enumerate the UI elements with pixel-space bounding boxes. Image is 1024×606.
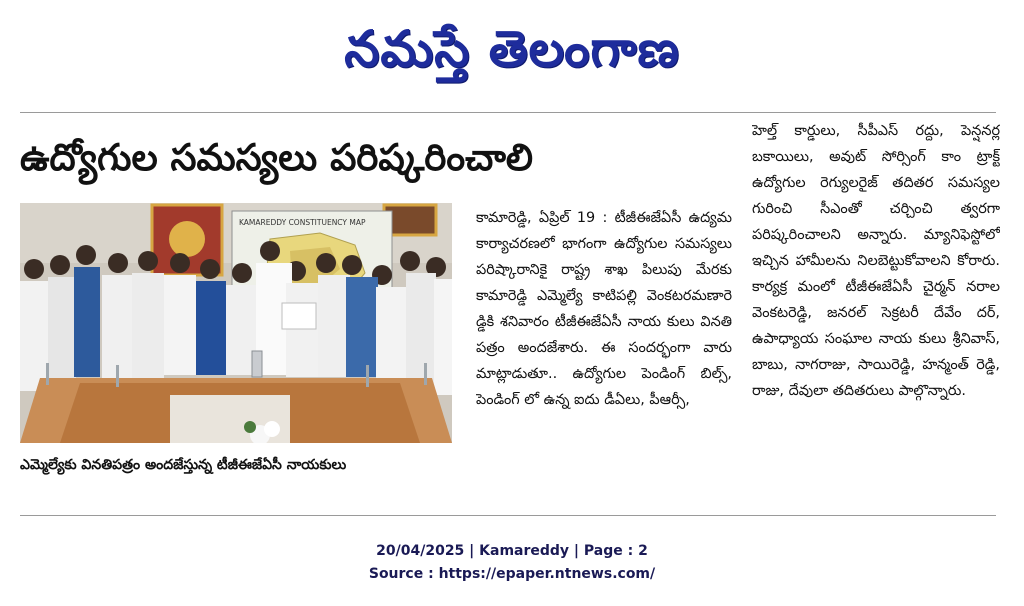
newspaper-logo: నమస్తే తెలంగాణ <box>344 19 680 78</box>
footer-date-edition: 20/04/2025 | Kamareddy | Page : 2 <box>376 543 648 559</box>
article-headline: ఉద్యోగుల సమస్యలు పరిష్కరించాలి <box>20 136 534 179</box>
article-photo <box>20 203 452 443</box>
map-sign-text: KAMAREDDY CONSTITUENCY MAP <box>239 218 366 227</box>
bottom-divider <box>20 515 996 516</box>
top-divider <box>20 112 996 113</box>
article-body-column-2: హెల్త్ కార్డులు, సీపీఎస్ రద్దు, పెన్షనర్ల బకాయిలు, అవుట్ సోర్సింగ్ కాం ట్రాక్ట్ ఉద్యోగుల రెగ్యులరైజ్ తదితర సమస్యల గురించి సీఎంతో చర్చించి త్వరగా పరిష్కరించాలని అన్నారు. మ్యానిఫెస్టోలో ఇచ్చిన హామీలను నిలబెట్టుకోవాలని కోరారు. కార్యక్ర మంలో టీజీఈజేఏసీ చైర్మన్ నరాల వెంకటరెడ్డి, జనరల్ సెక్రటరీ దేవేం దర్, ఉపాధ్యాయ సంఘాల నాయ కులు శ్రీనివాస్, బాబు, నాగరాజు, సాయిరెడ్డి, హన్మంత్ రెడ్డి, రాజు, దేవులా తదితరులు పాల్గొన్నారు. <box>752 123 1000 399</box>
article-body-column-1: కామారెడ్డి, ఏప్రిల్ 19 : టీజీఈజేఏసీ ఉద్యమ కార్యాచరణలో భాగంగా ఉద్యోగుల సమస్యలు పరిష్కారానికై రాష్ట్ర శాఖ పిలుపు మేరకు కామారెడ్డి ఎమ్మెల్యే కాటిపల్లి వెంకటరమణారె డ్డికి శనివారం టీజీఈజేఏసీ నాయ కులు వినతి పత్రం అందజేశారు. ఈ సందర్భంగా వారు మాట్లాడుతూ.. ఉద్యోగుల పెండింగ్ బిల్స్, పెండింగ్ లో ఉన్న ఐదు డీఏలు, పీఆర్సీ, <box>476 210 732 408</box>
footer-source-link[interactable]: Source : https://epaper.ntnews.com/ <box>368 566 656 582</box>
photo-caption: ఎమ్మెల్యేకు వినతిపత్రం అందజేస్తున్న టీజీఈజేఏసీ నాయకులు <box>20 457 347 473</box>
masthead <box>0 0 1024 110</box>
